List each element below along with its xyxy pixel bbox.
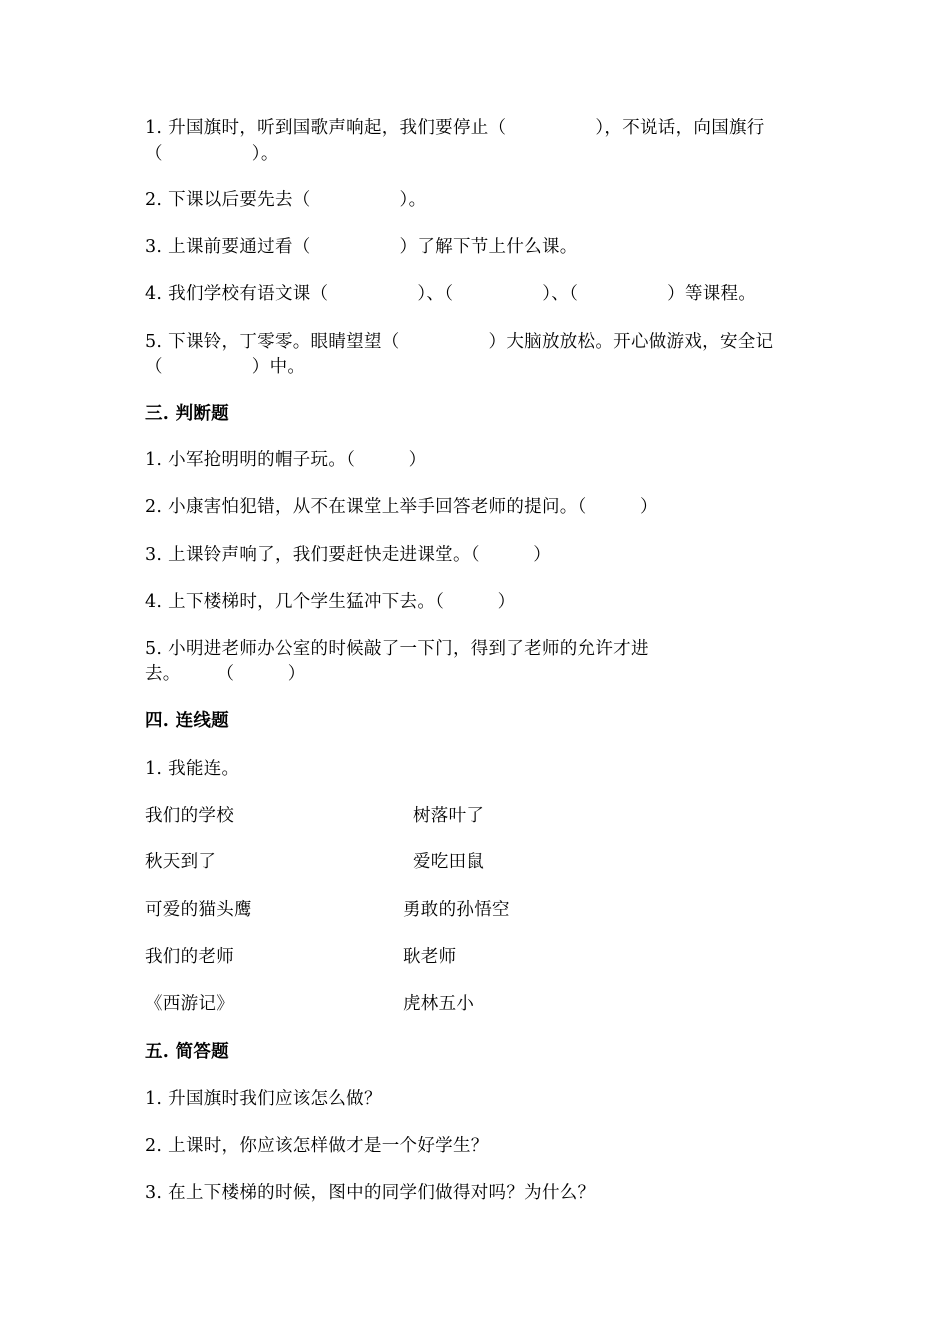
fill-q5-line2: （ ）中。 (145, 357, 306, 377)
fill-q3: 3. 上课前要通过看（ ）了解下节上什么课。 (145, 237, 578, 257)
match-heading: 四. 连线题 (145, 711, 229, 731)
short-answer-q3: 3. 在上下楼梯的时候，图中的同学们做得对吗？为什么？ (145, 1183, 596, 1203)
match-right-item: 虎林五小 (403, 994, 475, 1014)
judge-q1: 1. 小军抢明明的帽子玩。（ ） (145, 450, 427, 470)
judge-q2: 2. 小康害怕犯错，从不在课堂上举手回答老师的提问。（ ） (145, 497, 658, 517)
match-right-item: 耿老师 (403, 947, 457, 967)
fill-q1-line1: 1. 升国旗时，听到国歌声响起，我们要停止（ ），不说话，向国旗行 (145, 118, 765, 138)
match-left-item: 可爱的猫头鹰 (145, 900, 252, 920)
match-right-item: 爱吃田鼠 (413, 852, 485, 872)
match-left-item: 我们的老师 (145, 947, 234, 967)
fill-q5-line1: 5. 下课铃，丁零零。眼睛望望（ ）大脑放放松。开心做游戏，安全记 (145, 332, 774, 352)
match-right-item: 勇敢的孙悟空 (403, 900, 510, 920)
match-left-item: 《西游记》 (145, 994, 234, 1014)
match-left-item: 秋天到了 (145, 852, 217, 872)
short-answer-heading: 五. 简答题 (145, 1042, 229, 1062)
short-answer-q2: 2. 上课时，你应该怎样做才是一个好学生？ (145, 1136, 489, 1156)
fill-q2: 2. 下课以后要先去（ ）。 (145, 190, 427, 210)
short-answer-q1: 1. 升国旗时我们应该怎么做？ (145, 1089, 382, 1109)
fill-q1-line2: （ ）。 (145, 144, 279, 164)
judge-heading: 三. 判断题 (145, 404, 229, 424)
match-q1: 1. 我能连。 (145, 759, 240, 779)
match-left-item: 我们的学校 (145, 806, 234, 826)
judge-q4: 4. 上下楼梯时，几个学生猛冲下去。（ ） (145, 592, 516, 612)
judge-q5-line1: 5. 小明进老师办公室的时候敲了一下门，得到了老师的允许才进 (145, 639, 649, 659)
judge-q5-line2: 去。 （ ） (145, 664, 306, 684)
fill-q4: 4. 我们学校有语文课（ ）、（ ）、（ ）等课程。 (145, 284, 757, 304)
match-right-item: 树落叶了 (413, 806, 485, 826)
judge-q3: 3. 上课铃声响了，我们要赶快走进课堂。（ ） (145, 545, 552, 565)
